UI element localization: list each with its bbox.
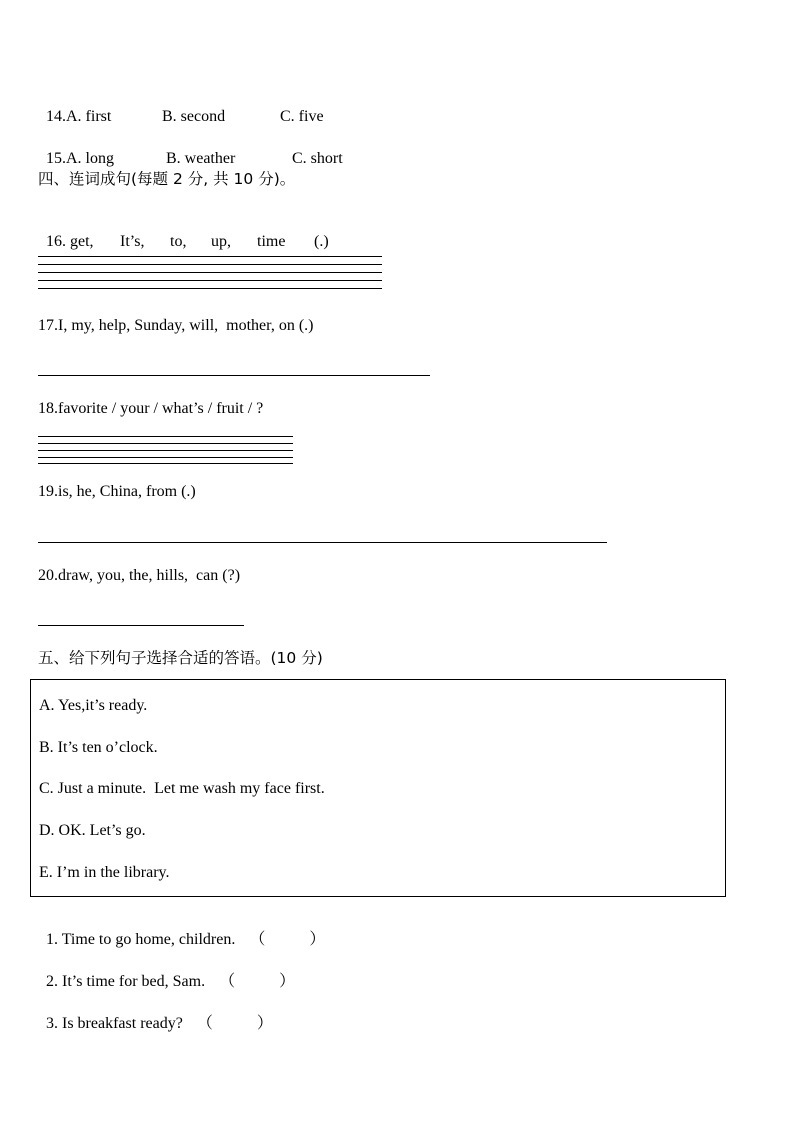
answer-blank[interactable]: （ ） — [196, 1015, 273, 1032]
answer-line[interactable] — [38, 457, 293, 458]
match-question-3 — [38, 994, 273, 1034]
option-c: C. short — [292, 150, 343, 167]
question-19: 19.is, he, China, from (.) — [38, 483, 196, 500]
answer-line[interactable] — [38, 256, 382, 257]
answer-line[interactable] — [38, 542, 607, 543]
option-b: B. weather — [166, 150, 236, 167]
question-18: 18.favorite / your / what’s / fruit / ? — [38, 400, 264, 417]
question-17: 17.I, my, help, Sunday, will, mother, on (.) — [38, 317, 314, 334]
answer-option-b: B. It’s ten o’clock. — [39, 739, 158, 756]
answer-line[interactable] — [38, 280, 382, 281]
answer-option-e: E. I’m in the library. — [39, 864, 170, 881]
answer-option-d: D. OK. Let’s go. — [39, 822, 146, 839]
word: (.) — [314, 233, 329, 250]
word: It’s, — [120, 233, 145, 250]
answer-option-a: A. Yes,it’s ready. — [39, 697, 148, 714]
match-question-2 — [38, 952, 295, 992]
answer-line[interactable] — [38, 264, 382, 265]
answer-line[interactable] — [38, 463, 293, 464]
answer-line[interactable] — [38, 288, 382, 289]
question-number: 16. — [46, 233, 70, 250]
word: time — [257, 233, 286, 250]
question-20: 20.draw, you, the, hills, can (?) — [38, 567, 241, 584]
word: to, — [170, 233, 187, 250]
option-a: A. first — [66, 108, 112, 125]
answer-line[interactable] — [38, 450, 293, 451]
answer-option-c: C. Just a minute. Let me wash my face first. — [39, 780, 325, 797]
answer-line[interactable] — [38, 272, 382, 273]
question-number: 15. — [46, 150, 66, 167]
answer-blank[interactable]: （ ） — [249, 931, 326, 948]
option-c: C. five — [280, 108, 324, 125]
option-a: A. long — [66, 150, 114, 167]
question-15 — [38, 129, 343, 169]
question-text: 3. Is breakfast ready? — [46, 1015, 183, 1032]
answer-options-box — [30, 679, 726, 897]
question-16 — [38, 212, 329, 252]
answer-blank[interactable]: （ ） — [219, 973, 296, 990]
answer-line[interactable] — [38, 436, 293, 437]
question-text: 2. It’s time for bed, Sam. — [46, 973, 206, 990]
option-b: B. second — [162, 108, 226, 125]
section-5-heading: 五、给下列句子选择合适的答语。(10 分) — [38, 649, 323, 667]
answer-line[interactable] — [38, 375, 430, 376]
match-question-1 — [38, 910, 325, 950]
word: up, — [211, 233, 231, 250]
question-number: 14. — [46, 108, 66, 125]
word: get, — [70, 233, 94, 250]
answer-line[interactable] — [38, 625, 244, 626]
question-text: 1. Time to go home, children. — [46, 931, 236, 948]
question-14 — [38, 87, 324, 127]
answer-line[interactable] — [38, 443, 293, 444]
section-4-heading: 四、连词成句(每题 2 分, 共 10 分)。 — [38, 170, 296, 188]
